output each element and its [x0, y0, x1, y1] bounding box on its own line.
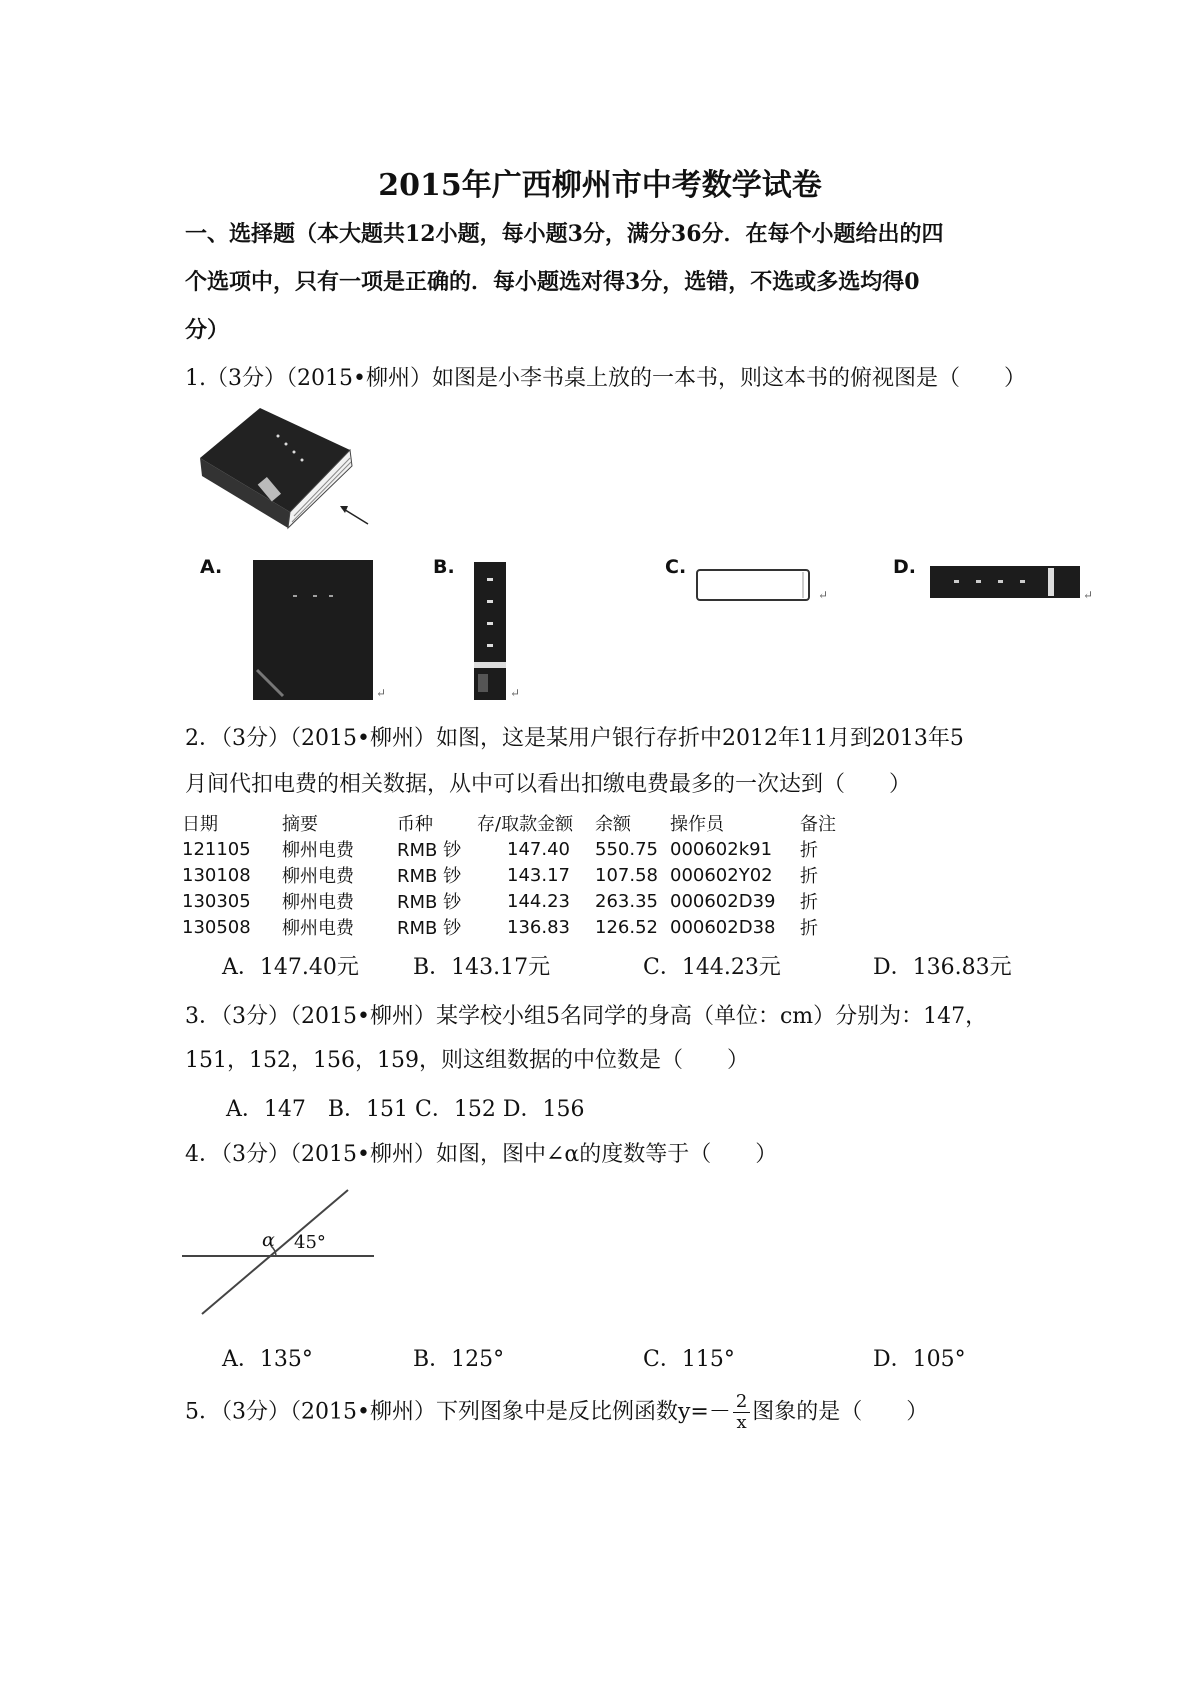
- cell-currency: RMB 钞: [397, 866, 462, 887]
- cell-balance: 263.35: [595, 890, 658, 912]
- book-top-view-icon: [253, 560, 373, 700]
- q4-option-b: B．125°: [413, 1347, 505, 1372]
- q4-option-c: C．115°: [643, 1347, 735, 1372]
- cell-operator: 000602D39: [670, 890, 776, 912]
- question-1-text: 1.（3分）（2015•柳州）如图是小李书桌上放的一本书，则这本书的俯视图是（ ）: [185, 366, 1026, 391]
- table-header-row: [182, 810, 850, 836]
- cell-date: 130108: [182, 864, 251, 886]
- header-summary: 摘要: [282, 814, 318, 835]
- cell-currency: RMB 钞: [397, 918, 462, 939]
- question-5-text-after: 图象的是（ ）: [752, 1399, 929, 1425]
- q1-option-b-label: B.: [433, 556, 455, 578]
- cell-operator: 000602D38: [670, 916, 776, 938]
- q1-option-a-label: A.: [200, 556, 223, 578]
- cell-currency: RMB 钞: [397, 892, 462, 913]
- cell-amount: 144.23: [507, 890, 570, 912]
- q2-option-c: C．144.23元: [643, 955, 781, 980]
- table-row: [182, 862, 850, 888]
- page-title: 2015年广西柳州市中考数学试卷: [378, 168, 822, 203]
- header-currency: 币种: [397, 814, 433, 835]
- angle-figure: [180, 1186, 380, 1320]
- q4-option-a: A．135°: [222, 1347, 313, 1372]
- book-side-view-icon: [930, 566, 1080, 598]
- cell-remark: 折: [800, 892, 818, 913]
- cell-summary: 柳州电费: [282, 892, 354, 913]
- cell-remark: 折: [800, 918, 818, 939]
- angle-45-label: 45°: [294, 1232, 326, 1253]
- cell-operator: 000602k91: [670, 838, 773, 860]
- book-outline-view-icon: [695, 566, 825, 606]
- header-remark: 备注: [800, 814, 836, 835]
- return-mark-icon: ↵: [818, 588, 829, 602]
- question-3-line-2: 151，152，156，159，则这组数据的中位数是（ ）: [185, 1048, 749, 1073]
- cell-summary: 柳州电费: [282, 840, 354, 861]
- cell-remark: 折: [800, 866, 818, 887]
- table-row: [182, 836, 850, 862]
- question-5-text-before: 5．（3分）（2015•柳州）下列图象中是反比例函数y=－: [185, 1399, 731, 1425]
- fraction-numerator: 2: [733, 1392, 750, 1413]
- bank-passbook-table: [182, 810, 850, 940]
- question-4-text: 4．（3分）（2015•柳州）如图，图中∠α的度数等于（ ）: [185, 1142, 778, 1167]
- cell-amount: 136.83: [507, 916, 570, 938]
- header-amount: 存/取款金额: [477, 814, 574, 835]
- section-heading: [185, 210, 1045, 354]
- cell-balance: 107.58: [595, 864, 658, 886]
- table-row: [182, 914, 850, 940]
- cell-summary: 柳州电费: [282, 918, 354, 939]
- question-5-text: [185, 1392, 928, 1433]
- section-heading-line-2: 个选项中，只有一项是正确的．每小题选对得3分，选错，不选或多选均得0: [185, 269, 920, 295]
- book-photo-3d-icon: [190, 400, 380, 550]
- cell-date: 121105: [182, 838, 251, 860]
- cell-currency: RMB 钞: [397, 840, 462, 861]
- section-heading-line-3: 分）: [185, 317, 230, 343]
- return-mark-icon: ↵: [376, 686, 387, 700]
- header-balance: 余额: [595, 814, 631, 835]
- q4-option-d: D．105°: [873, 1347, 966, 1372]
- cell-remark: 折: [800, 840, 818, 861]
- cell-amount: 143.17: [507, 864, 570, 886]
- question-2-line-2: 月间代扣电费的相关数据，从中可以看出扣缴电费最多的一次达到（ ）: [185, 772, 912, 797]
- question-3-line-1: 3．（3分）（2015•柳州）某学校小组5名同学的身高（单位：cm）分别为：147，: [185, 1004, 988, 1029]
- cell-summary: 柳州电费: [282, 866, 354, 887]
- q2-option-a: A．147.40元: [222, 955, 359, 980]
- header-operator: 操作员: [670, 814, 724, 835]
- cell-balance: 126.52: [595, 916, 658, 938]
- q2-option-b: B．143.17元: [413, 955, 551, 980]
- return-mark-icon: ↵: [1083, 588, 1094, 602]
- alpha-label: α: [262, 1229, 275, 1251]
- q1-option-d-label: D.: [893, 556, 916, 578]
- table-row: [182, 888, 850, 914]
- cell-balance: 550.75: [595, 838, 658, 860]
- fraction: [733, 1392, 750, 1433]
- q3-options: A．147 B．151 C．152 D．156: [226, 1097, 585, 1122]
- question-2-line-1: 2．（3分）（2015•柳州）如图，这是某用户银行存折中2012年11月到2013年5: [185, 726, 964, 751]
- fraction-denominator: x: [736, 1412, 747, 1433]
- cell-date: 130305: [182, 890, 251, 912]
- cell-amount: 147.40: [507, 838, 570, 860]
- q2-option-d: D．136.83元: [873, 955, 1012, 980]
- q1-option-c-label: C.: [665, 556, 687, 578]
- book-spine-view-icon: [474, 562, 506, 700]
- return-mark-icon: ↵: [510, 686, 521, 700]
- section-heading-line-1: 一、选择题（本大题共12小题，每小题3分，满分36分．在每个小题给出的四: [185, 221, 944, 247]
- cell-date: 130508: [182, 916, 251, 938]
- cell-operator: 000602Y02: [670, 864, 773, 886]
- header-date: 日期: [182, 814, 218, 835]
